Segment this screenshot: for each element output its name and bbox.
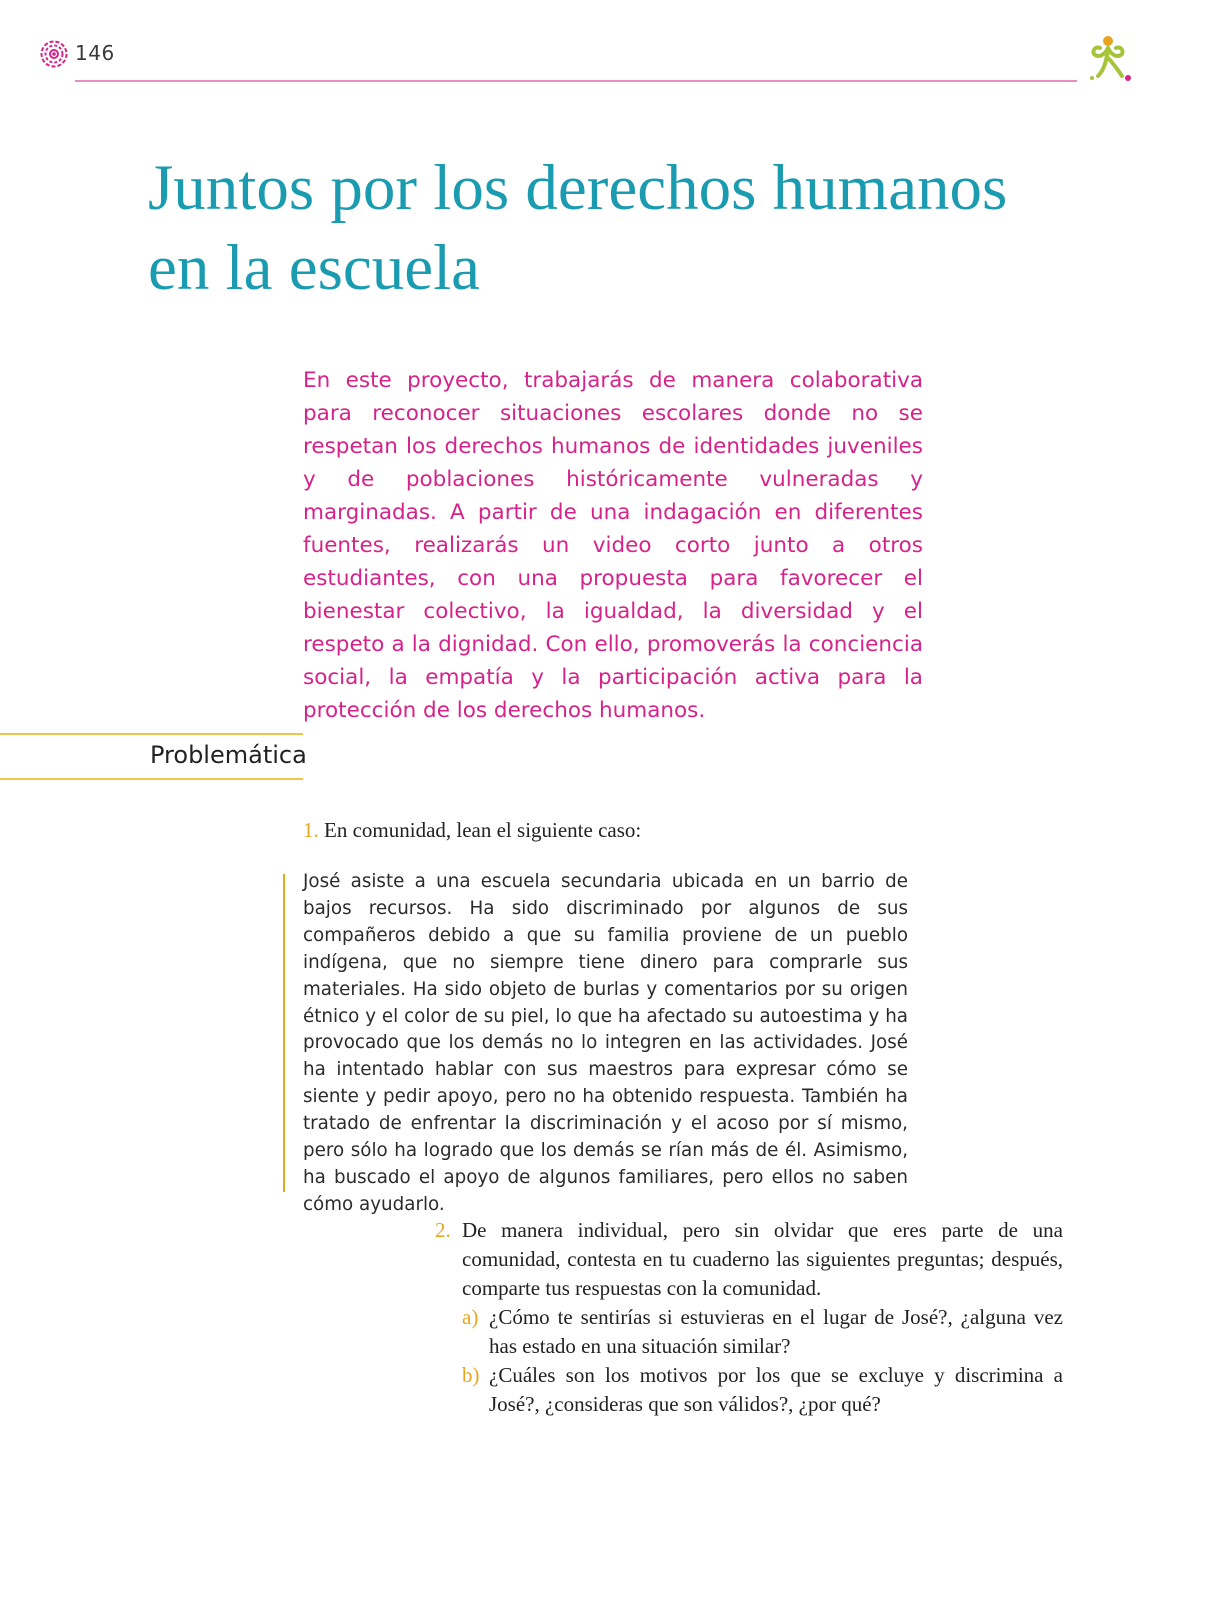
question-1-number: 1. xyxy=(303,818,319,842)
section-rule-top xyxy=(0,733,303,735)
question-2-text: De manera individual, pero sin olvidar que eres parte de una comunidad, contesta en tu cuaderno las siguientes preguntas; después, comparte tus respuestas con la comunidad. xyxy=(462,1218,1063,1300)
flower-ornament-icon xyxy=(40,40,68,68)
section-rule-bottom xyxy=(0,778,303,780)
question-2 xyxy=(435,1216,1063,1419)
sub-question-b-text: ¿Cuáles son los motivos por los que se excluye y discrimina a José?, ¿consideras que son válidos?, ¿por qué? xyxy=(489,1363,1063,1416)
question-2-number: 2. xyxy=(435,1218,451,1242)
page-title xyxy=(148,148,1048,308)
case-side-bar xyxy=(283,874,285,1192)
question-1 xyxy=(303,818,641,843)
case-text: José asiste a una escuela secundaria ubicada en un barrio de bajos recursos. Ha sido discriminado por algunos de sus compañeros debido a que su familia proviene de un pueblo indígena, que no siempre tiene dinero para comprarle sus materiales. Ha sido objeto de burlas y comentarios por su origen étnico y el color de su piel, lo que ha afectado su autoestima y ha provocado que los demás no lo integren en las actividades. José ha intentado hablar con sus maestros para expresar cómo se siente y pedir apoyo, pero no ha obtenido respuesta. También ha tratado de enfrentar la discriminación y el acoso por sí mismo, pero sólo ha logrado que los demás se rían más de él. Asimismo, ha buscado el apoyo de algunos familiares, pero ellos no saben cómo ayudarlo. xyxy=(303,871,908,1215)
title-line-1: Juntos por los derechos humanos xyxy=(148,152,1008,224)
sub-question-a-text: ¿Cómo te sentirías si estuvieras en el lugar de José?, ¿alguna vez has estado en una situación similar? xyxy=(489,1305,1063,1358)
section-heading: Problemática xyxy=(150,741,307,769)
page-number: 146 xyxy=(75,41,115,65)
sprout-logo-icon xyxy=(1084,32,1138,86)
title-line-2: en la escuela xyxy=(148,232,481,304)
question-1-text: En comunidad, lean el siguiente caso: xyxy=(324,818,642,842)
sub-question-a-letter: a) xyxy=(462,1305,479,1329)
sub-question-b-letter: b) xyxy=(462,1363,480,1387)
header-rule xyxy=(75,80,1077,82)
intro-paragraph: En este proyecto, trabajarás de manera colaborativa para reconocer situaciones escolares donde no se respetan los derechos humanos de identidades juveniles y de poblaciones históricamente vulneradas y marginadas. A partir de una indagación en diferentes fuentes, realizarás un video corto junto a otros estudiantes, con una propuesta para favorecer el bienestar colectivo, la igualdad, la diversidad y el respeto a la dignidad. Con ello, promoverás la conciencia social, la empatía y la participación activa para la protección de los derechos humanos. xyxy=(303,368,923,723)
sub-question-a xyxy=(462,1303,1063,1361)
sub-question-b xyxy=(462,1361,1063,1419)
